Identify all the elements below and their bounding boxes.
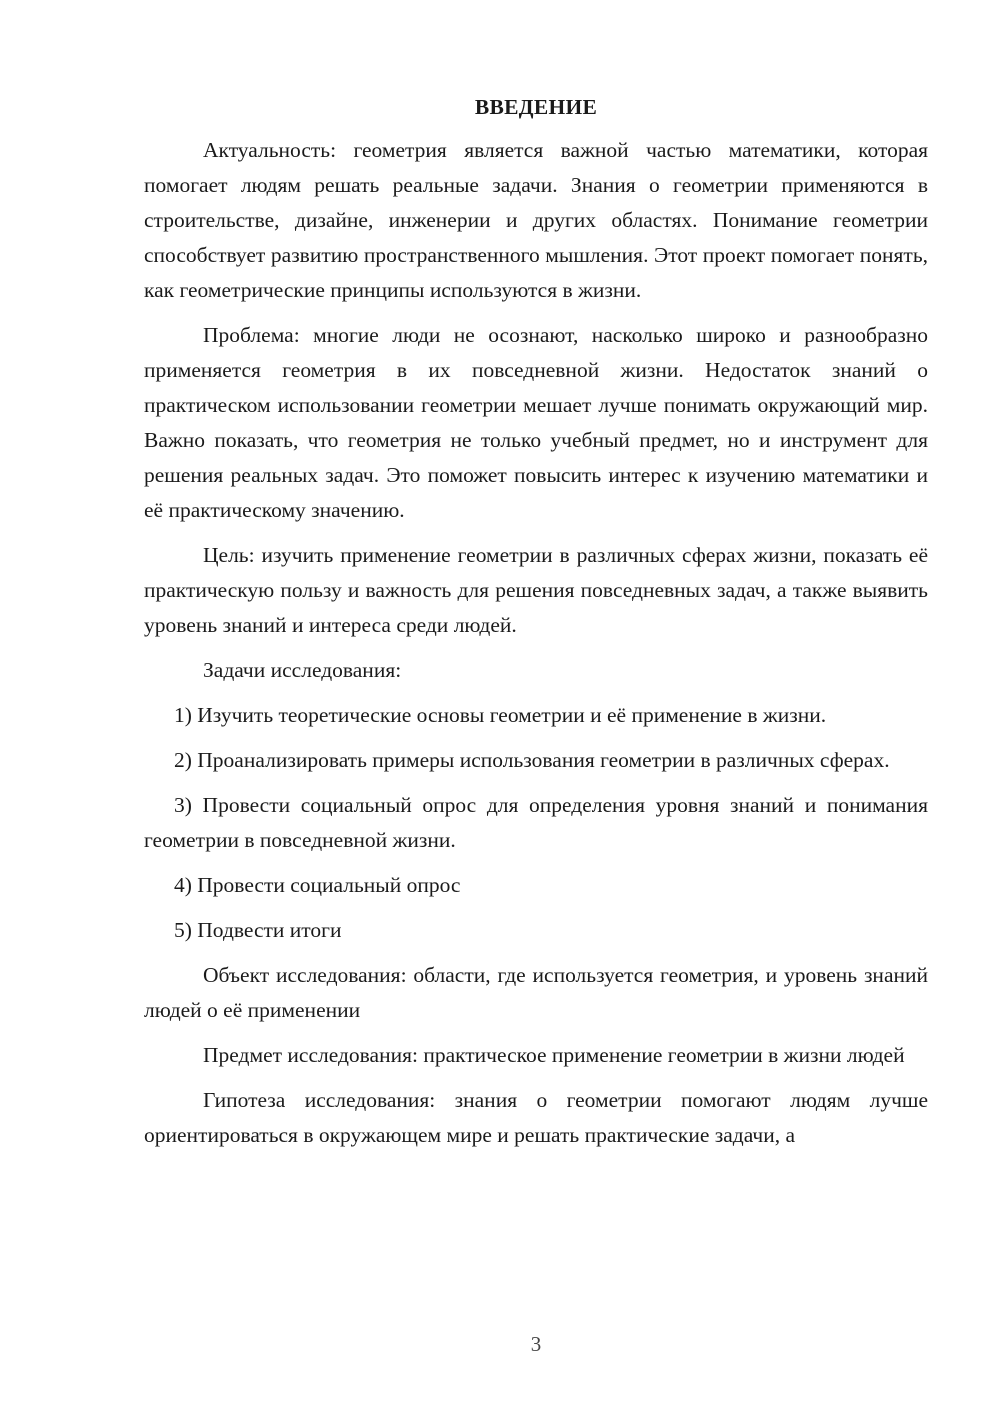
tasks-heading: Задачи исследования: xyxy=(203,658,402,682)
task-item-1: 1) Изучить теоретические основы геометрии и её применение в жизни. xyxy=(174,703,827,727)
task-item-3: 3) Провести социальный опрос для определения уровня знаний и понимания геометрии в повседневной жизни. xyxy=(144,793,928,852)
goal-paragraph: Цель: изучить применение геометрии в различных сферах жизни, показать её практическую пользу и важность для решения повседневных задач, а также выявить уровень знаний и интереса среди людей. xyxy=(144,543,928,637)
subject-paragraph: Предмет исследования: практическое применение геометрии в жизни людей xyxy=(203,1043,905,1067)
problem-paragraph: Проблема: многие люди не осознают, насколько широко и разнообразно применяется геометрия в их повседневной жизни. Недостаток знаний о практическом использовании геометрии мешает лучше понимать окружающий мир. Важно показать, что геометрия не только учебный предмет, но и инструмент для решения реальных задач. Это поможет повысить интерес к изучению математики и её практическому значению. xyxy=(144,323,928,522)
task-item-5: 5) Подвести итоги xyxy=(174,918,342,942)
page-body xyxy=(144,90,928,1163)
task-item-2: 2) Проанализировать примеры использования геометрии в различных сферах. xyxy=(174,748,890,772)
task-item-4: 4) Провести социальный опрос xyxy=(174,873,461,897)
object-paragraph: Объект исследования: области, где используется геометрия, и уровень знаний людей о её применении xyxy=(144,963,928,1022)
section-heading: ВВЕДЕНИЕ xyxy=(474,95,598,119)
hypothesis-paragraph: Гипотеза исследования: знания о геометрии помогают людям лучше ориентироваться в окружающем мире и решать практические задачи, а xyxy=(144,1088,928,1147)
page-number: 3 xyxy=(530,1332,542,1356)
relevance-paragraph: Актуальность: геометрия является важной частью математики, которая помогает людям решать реальные задачи. Знания о геометрии применяются в строительстве, дизайне, инженерии и других областях. Понимание геометрии способствует развитию пространственного мышления. Этот проект помогает понять, как геометрические принципы используются в жизни. xyxy=(144,138,928,302)
